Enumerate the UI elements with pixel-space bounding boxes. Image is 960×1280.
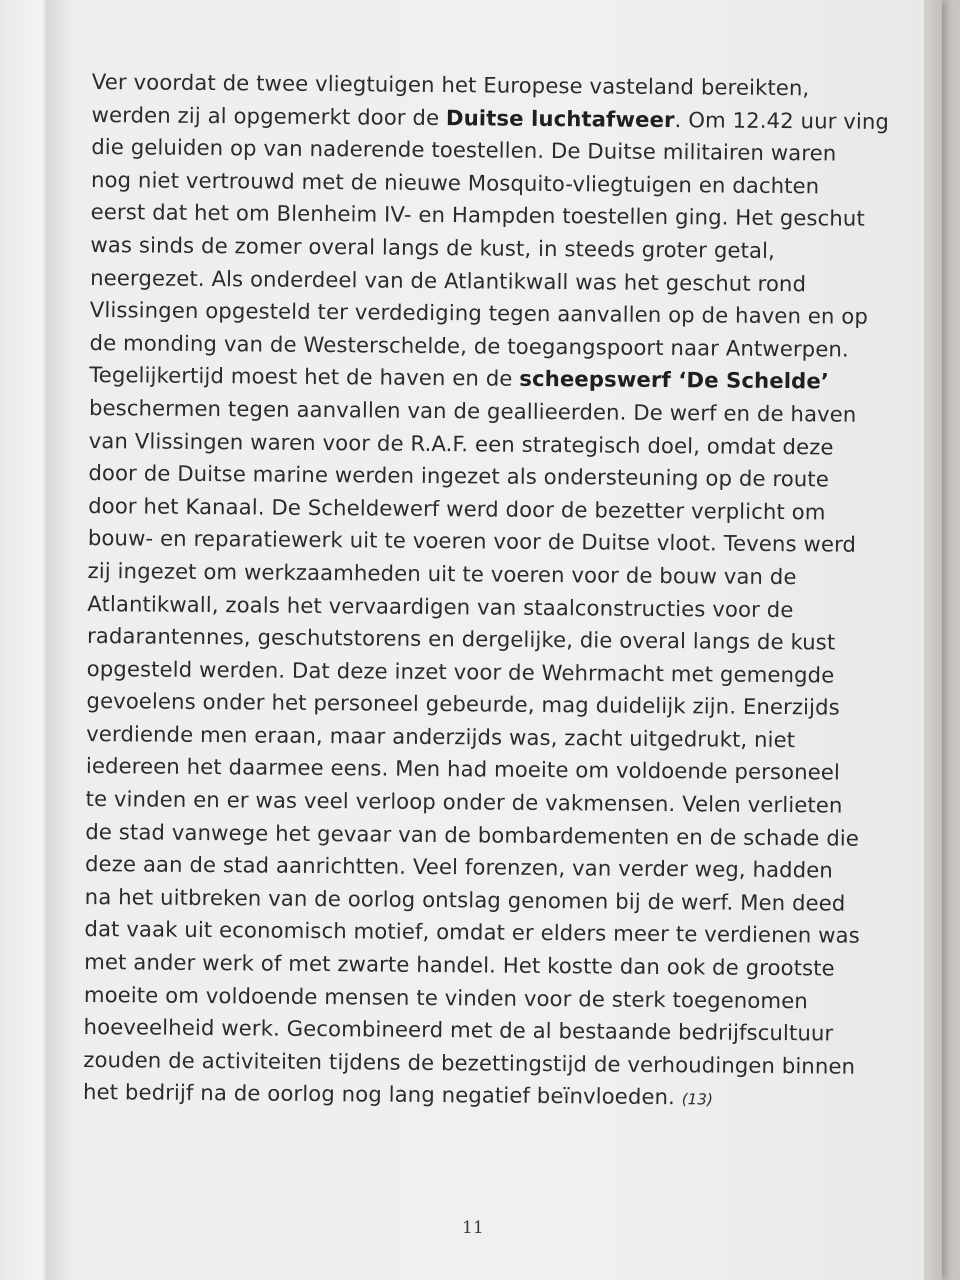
reference-note: (13) [681, 1090, 714, 1109]
text-segment: door het Kanaal. De Scheldewerf werd door de bezetter verplicht om [88, 492, 826, 525]
text-segment: van Vlissingen waren voor de R.A.F. een strategisch doel, omdat deze [88, 427, 834, 460]
text-segment: was sinds de zomer overal langs de kust, in steeds groter getal, [90, 231, 776, 263]
text-segment: werden zij al opgemerkt door de [91, 101, 447, 130]
text-segment: door de Duitse marine werden ingezet als ondersteuning op de route [88, 460, 830, 492]
text-segment: zij ingezet om werkzaamheden uit te voeren voor de bouw van de [87, 557, 797, 590]
text-segment: gevoelens onder het personeel gebeurde, mag duidelijk zijn. Enerzijds [86, 688, 840, 720]
text-segment: opgesteld werden. Dat deze inzet voor de Wehrmacht met gemengde [86, 655, 835, 688]
text-segment: iedereen het daarmee eens. Men had moeite om voldoende personeel [85, 753, 841, 786]
text-segment: Vlissingen opgesteld ter verdediging tegen aanvallen op de haven en op [89, 297, 869, 329]
text-segment: dat vaak uit economisch motief, omdat er elders meer te verdienen was [84, 916, 860, 949]
text-segment: deze aan de stad aanrichtten. Veel forenzen, van verder weg, hadden [84, 851, 833, 883]
body-text [82, 66, 890, 1118]
bold-term: scheepswerf ‘De Schelde’ [519, 366, 830, 394]
text-segment: Atlantikwall, zoals het vervaardigen van staalconstructies voor de [87, 590, 794, 622]
text-line [83, 1076, 863, 1117]
text-segment: zouden de activiteiten tijdens de bezettingstijd de verhoudingen binnen [83, 1046, 856, 1079]
text-segment: nog niet vertrouwd met de nieuwe Mosquito-vliegtuigen en dachten [90, 166, 820, 199]
text-segment: de stad vanwege het gevaar van de bombardementen en de schade die [85, 818, 860, 851]
text-segment: te vinden en er was veel verloop onder de vakmensen. Velen verlieten [85, 786, 843, 818]
text-segment: neergezet. Als onderdeel van de Atlantikwall was het geschut rond [90, 264, 807, 296]
text-segment: verdiende men eraan, maar anderzijds was, zacht uitgedrukt, niet [86, 720, 796, 753]
bold-term: Duitse luchtafweer [445, 104, 675, 132]
text-segment: beschermen tegen aanvallen van de geallieerden. De werf en de haven [88, 394, 857, 427]
text-segment: na het uitbreken van de oorlog ontslag genomen bij de werf. Men deed [84, 883, 846, 916]
text-segment: de monding van de Westerschelde, de toegangspoort naar Antwerpen. [89, 329, 849, 362]
text-segment: met ander werk of met zwarte handel. Het kostte dan ook de grootste [84, 948, 835, 981]
page-number: 11 [462, 1218, 484, 1238]
text-segment: eerst dat het om Blenheim IV- en Hampden toestellen ging. Het geschut [90, 199, 865, 232]
text-segment: hoeveelheid werk. Gecombineerd met de al bestaande bedrijfscultuur [83, 1014, 834, 1046]
text-segment: moeite om voldoende mensen te vinden voor de sterk toegenomen [83, 981, 808, 1013]
text-segment: radarantennes, geschutstorens en dergelijke, die overal langs de kust [86, 623, 836, 655]
text-segment: die geluiden op van naderende toestellen. De Duitse militairen waren [91, 134, 837, 166]
text-segment: . Om 12.42 uur ving [674, 106, 890, 134]
page-edge-shadow [924, 0, 942, 1280]
text-segment: Ver voordat de twee vliegtuigen het Europese vasteland bereikten, [91, 68, 810, 101]
text-segment: Tegelijkertijd moest het de haven en de [89, 362, 520, 392]
text-segment: het bedrijf na de oorlog nog lang negatief beïnvloeden. [82, 1079, 682, 1110]
text-segment: bouw- en reparatiewerk uit te voeren voor de Duitse vloot. Tevens werd [87, 525, 857, 557]
